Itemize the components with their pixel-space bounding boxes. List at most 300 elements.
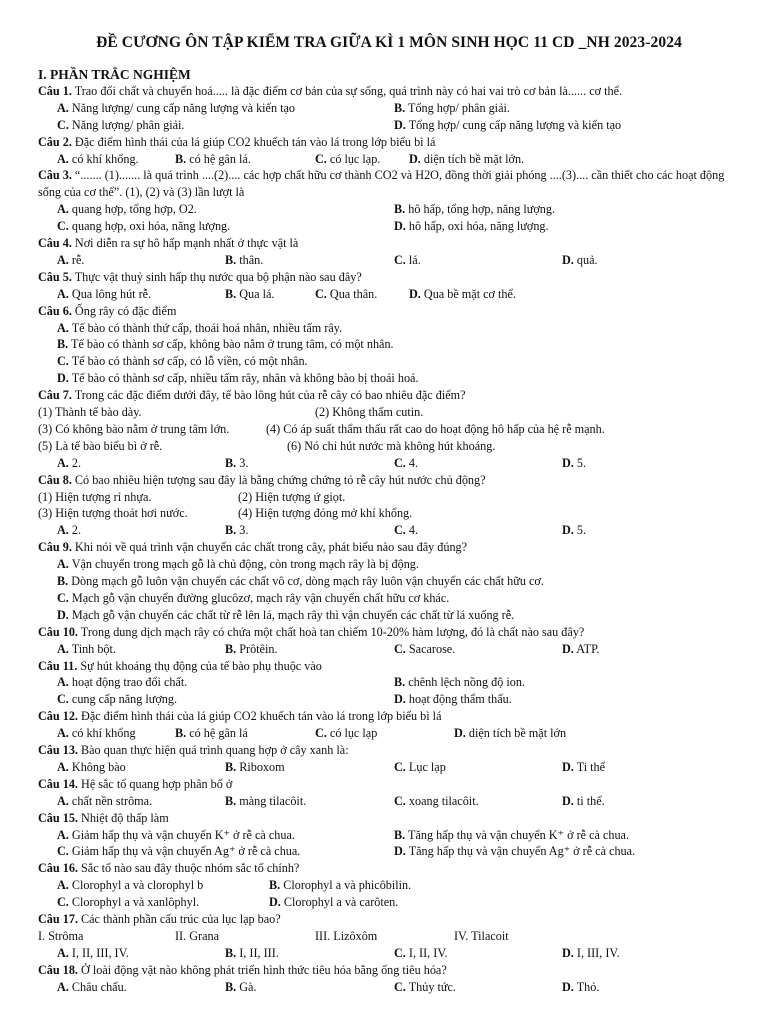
answer-option — [562, 522, 586, 539]
question-text: Thực vật thuỷ sinh hấp thụ nước qua bộ phận nào sau đây? — [74, 269, 362, 284]
option-label: D. — [562, 759, 574, 774]
answer-option — [394, 843, 635, 860]
document-page — [38, 32, 740, 996]
option-label: C. — [315, 151, 327, 166]
option-text: Mạch gỗ vận chuyển các chất từ rễ lên lá, mạch rây thì vận chuyển các chất từ lá xuống rễ. — [71, 607, 515, 622]
option-text: có khí khổng. — [71, 151, 139, 166]
option-text: diện tích bề mặt lớn. — [423, 151, 525, 166]
statement: (1) Hiện tượng rỉ nhựa. — [38, 489, 152, 504]
option-text: Dòng mạch gỗ luôn vận chuyển các chất vô cơ, dòng mạch rây luôn vận chuyển các chất hữu cơ. — [71, 574, 544, 589]
option-label: C. — [394, 252, 406, 267]
options-row — [38, 151, 740, 168]
question-stem — [38, 235, 740, 252]
question-3 — [38, 167, 740, 235]
option-label: A. — [57, 793, 69, 808]
answer-option — [225, 252, 263, 269]
option-label: C. — [394, 641, 406, 656]
answer-option — [454, 725, 566, 742]
answer-option — [57, 641, 116, 658]
option-label: B. — [175, 151, 187, 166]
option-text: màng tilacôit. — [239, 793, 307, 808]
statement: (3) Hiện tượng thoát hơi nước. — [38, 506, 188, 521]
statement: (2) Không thấm cutin. — [315, 405, 424, 420]
option-label: B. — [394, 202, 406, 217]
answer-option — [409, 151, 524, 168]
answer-option — [225, 945, 279, 962]
question-14 — [38, 776, 740, 810]
answer-option — [225, 286, 274, 303]
option-text: Clorophyl a và clorophyl b — [71, 878, 204, 893]
question-text: Bào quan thực hiện quá trình quang hợp ở cây xanh là: — [81, 743, 349, 758]
question-stem — [38, 387, 740, 404]
option-text: Tế bào có thành sơ cấp, không bào nằm ở trung tâm, có một nhân. — [71, 337, 394, 352]
question-8 — [38, 472, 740, 540]
answer-option — [225, 979, 257, 996]
option-label: C. — [57, 895, 69, 910]
option-label: C. — [394, 945, 406, 960]
question-text: Đặc điểm hình thái của lá giúp CO2 khuếch tán vào lá trong lớp biểu bì lá — [74, 134, 436, 149]
option-label: B. — [225, 455, 237, 470]
answer-option — [225, 641, 278, 658]
option-label: B. — [175, 726, 187, 741]
question-number: Câu 4. — [38, 236, 72, 251]
answer-option — [315, 151, 380, 168]
answer-option — [394, 641, 455, 658]
answer-option — [225, 793, 306, 810]
question-4 — [38, 235, 740, 269]
option-label: B. — [57, 574, 69, 589]
answer-option — [394, 979, 456, 996]
question-number: Câu 18. — [38, 962, 78, 977]
option-text: 4. — [408, 455, 419, 470]
question-text: Sắc tố nào sau đây thuộc nhóm sắc tố chính? — [81, 861, 300, 876]
option-label: C. — [315, 286, 327, 301]
question-stem — [38, 810, 740, 827]
option-label: B. — [269, 878, 281, 893]
option-text: diện tích bề mặt lớn — [468, 726, 567, 741]
question-text: Ống rây có đặc điểm — [74, 303, 177, 318]
option-text: 5. — [576, 523, 587, 538]
statement-row — [38, 421, 740, 438]
option-label: A. — [57, 320, 69, 335]
option-label: B. — [225, 252, 237, 267]
answer-option — [38, 320, 740, 337]
answer-option — [394, 793, 479, 810]
question-stem — [38, 167, 740, 201]
options-row — [38, 877, 740, 894]
option-label: C. — [394, 979, 406, 994]
answer-option — [57, 522, 81, 539]
question-text: Đặc điểm hình thái của lá giúp CO2 khuếch tán vào lá trong lớp biểu bì lá — [81, 709, 442, 724]
answer-option — [225, 455, 248, 472]
answer-option — [57, 286, 151, 303]
statement: (5) Là tế bào biểu bì ở rễ. — [38, 438, 163, 453]
answer-option — [394, 252, 421, 269]
question-number: Câu 9. — [38, 540, 72, 555]
option-text: Châu chấu. — [71, 979, 127, 994]
question-stem — [38, 658, 740, 675]
option-text: hô hấp, oxi hóa, năng lượng. — [408, 219, 549, 234]
option-text: Tế bào có thành sơ cấp, nhiều tấm rây, nhân và không bào bị thoái hoá. — [71, 371, 419, 386]
option-label: D. — [394, 844, 406, 859]
options-row — [38, 894, 740, 911]
question-stem — [38, 472, 740, 489]
option-text: Lục lạp — [408, 759, 446, 774]
question-2 — [38, 134, 740, 168]
options-row — [38, 641, 740, 658]
option-text: cung cấp năng lượng. — [71, 692, 178, 707]
answer-option — [269, 877, 411, 894]
option-label: B. — [394, 100, 406, 115]
options-row — [38, 252, 740, 269]
options-row — [38, 725, 740, 742]
question-text: Trao đổi chất và chuyển hoá..... là đặc điểm cơ bản của sự sống, quá trình này có hai vai trò cơ bản là...... cơ thể. — [74, 84, 623, 98]
statement: (4) Có áp suất thẩm thấu rất cao do hoạt động hô hấp của hệ rễ mạnh. — [266, 422, 605, 436]
answer-option — [315, 725, 377, 742]
option-label: C. — [57, 844, 69, 859]
option-text: chất nền strôma. — [71, 793, 153, 808]
option-label: B. — [225, 523, 237, 538]
question-7 — [38, 387, 740, 471]
option-text: Tổng hợp/ cung cấp năng lượng và kiến tạo — [408, 117, 622, 132]
option-label: C. — [394, 523, 406, 538]
option-text: I, II, III. — [239, 945, 279, 960]
option-text: Tinh bột. — [71, 641, 116, 656]
option-text: I, II, III, IV. — [71, 945, 129, 960]
option-text: Năng lượng/ cung cấp năng lượng và kiến tạo — [71, 100, 295, 115]
question-number: Câu 14. — [38, 776, 78, 791]
option-label: D. — [394, 692, 406, 707]
answer-option — [57, 455, 81, 472]
answer-option — [175, 725, 248, 742]
question-number: Câu 5. — [38, 269, 72, 284]
option-text: Tăng hấp thụ và vận chuyển K⁺ ở rễ cà chua. — [408, 827, 630, 842]
question-number: Câu 2. — [38, 134, 72, 149]
answer-option — [57, 674, 187, 691]
option-label: D. — [409, 151, 421, 166]
question-18 — [38, 962, 740, 996]
option-text: Tế bào có thành sơ cấp, có lỗ viền, có một nhân. — [71, 354, 308, 369]
question-text: Trong các đặc điểm dưới đây, tế bào lông hút của rễ cây có bao nhiêu đặc điểm? — [74, 388, 466, 403]
option-text: quang hợp, oxi hóa, năng lượng. — [71, 219, 231, 234]
question-number: Câu 11. — [38, 658, 78, 673]
option-label: D. — [562, 641, 574, 656]
question-number: Câu 3. — [38, 168, 72, 183]
option-text: lá. — [408, 252, 421, 267]
answer-option — [38, 573, 740, 590]
question-number: Câu 12. — [38, 709, 78, 724]
option-text: ATP. — [576, 641, 600, 656]
question-stem — [38, 539, 740, 556]
option-label: A. — [57, 151, 69, 166]
options-row — [38, 759, 740, 776]
question-stem — [38, 134, 740, 151]
statement-row — [38, 438, 740, 455]
option-label: A. — [57, 675, 69, 690]
statement: IV. Tilacoit — [454, 928, 509, 943]
answer-option — [38, 370, 740, 387]
option-text: chênh lệch nồng độ ion. — [408, 675, 526, 690]
option-text: có hệ gân lá — [189, 726, 248, 741]
option-label: B. — [394, 827, 406, 842]
option-text: 3. — [239, 523, 249, 538]
option-text: Clorophyl a và phicôbilin. — [283, 878, 412, 893]
option-label: A. — [57, 100, 69, 115]
answer-option — [394, 674, 525, 691]
question-number: Câu 13. — [38, 743, 78, 758]
option-label: D. — [57, 607, 69, 622]
options-row — [38, 117, 740, 134]
options-row — [38, 691, 740, 708]
option-label: B. — [225, 641, 237, 656]
option-text: I, II, IV. — [408, 945, 448, 960]
statement-row — [38, 928, 740, 945]
option-text: Thỏ. — [576, 979, 600, 994]
options-row — [38, 827, 740, 844]
answer-option — [562, 455, 586, 472]
option-text: Qua thân. — [329, 286, 378, 301]
question-16 — [38, 860, 740, 911]
question-12 — [38, 708, 740, 742]
section-heading: I. PHẦN TRẮC NGHIỆM — [38, 67, 191, 82]
option-text: Clorophyl a và xanlôphyl. — [71, 895, 200, 910]
question-stem — [38, 303, 740, 320]
question-stem — [38, 269, 740, 286]
option-label: A. — [57, 557, 69, 572]
answer-option — [38, 590, 740, 607]
question-5 — [38, 269, 740, 303]
option-text: quả. — [576, 252, 598, 267]
statement: (1) Thành tế bào dày. — [38, 405, 142, 420]
question-list — [38, 83, 740, 996]
answer-option — [225, 759, 285, 776]
option-label: C. — [57, 117, 69, 132]
options-row — [38, 945, 740, 962]
answer-option — [562, 759, 605, 776]
option-text: Tổng hợp/ phân giải. — [408, 100, 510, 115]
option-label: B. — [225, 793, 237, 808]
option-text: Riboxom — [239, 759, 285, 774]
question-text: Các thành phần cấu trúc của lục lạp bao? — [81, 912, 281, 927]
option-label: A. — [57, 878, 69, 893]
option-label: B. — [57, 337, 69, 352]
option-label: A. — [57, 979, 69, 994]
answer-option — [57, 201, 197, 218]
question-stem — [38, 708, 740, 725]
option-label: B. — [225, 979, 237, 994]
option-label: A. — [57, 759, 69, 774]
question-number: Câu 16. — [38, 861, 78, 876]
answer-option — [57, 218, 230, 235]
question-stem — [38, 776, 740, 793]
answer-option — [38, 336, 740, 353]
answer-option — [57, 827, 295, 844]
answer-option — [394, 218, 549, 235]
question-text: Nơi diễn ra sự hô hấp mạnh nhất ở thực vật là — [74, 236, 299, 251]
options-row — [38, 286, 740, 303]
options-row — [38, 201, 740, 218]
question-text: Có bao nhiêu hiện tượng sau đây là bằng chứng chứng tỏ rễ cây hút nước chủ động? — [74, 472, 486, 487]
answer-option — [57, 725, 136, 742]
option-text: Qua lông hút rễ. — [71, 286, 152, 301]
option-label: D. — [454, 726, 466, 741]
option-label: D. — [409, 286, 421, 301]
question-15 — [38, 810, 740, 861]
option-text: Năng lượng/ phân giải. — [71, 117, 185, 132]
answer-option — [57, 793, 152, 810]
answer-option — [225, 522, 248, 539]
question-text: Trong dung dịch mạch rây có chứa một chất hoà tan chiếm 10-20% hàm lượng, đó là chất nào sau đây? — [80, 624, 585, 639]
question-number: Câu 8. — [38, 472, 72, 487]
answer-option — [394, 455, 418, 472]
options-row — [38, 455, 740, 472]
option-label: A. — [57, 286, 69, 301]
answer-option — [394, 759, 446, 776]
option-label: D. — [562, 523, 574, 538]
answer-option — [38, 556, 740, 573]
option-text: Prôtêin. — [239, 641, 278, 656]
option-text: hô hấp, tổng hợp, năng lượng. — [408, 202, 556, 217]
question-1 — [38, 83, 740, 134]
option-text: 4. — [408, 523, 419, 538]
answer-option — [562, 945, 620, 962]
options-row — [38, 843, 740, 860]
option-text: có khí khổng — [71, 726, 136, 741]
options-row — [38, 674, 740, 691]
question-stem — [38, 962, 740, 979]
option-text: Clorophyl a và carôten. — [283, 895, 399, 910]
answer-option — [394, 522, 418, 539]
option-label: B. — [225, 286, 237, 301]
option-label: A. — [57, 827, 69, 842]
question-number: Câu 6. — [38, 303, 72, 318]
options-row — [38, 218, 740, 235]
statement: (3) Có không bào nằm ở trung tâm lớn. — [38, 422, 230, 436]
statement: (6) Nó chỉ hút nước mà không hút khoáng. — [287, 438, 496, 453]
answer-option — [38, 353, 740, 370]
question-text: Nhiệt độ thấp làm — [81, 810, 169, 825]
question-6 — [38, 303, 740, 388]
statement: III. Lizôxôm — [315, 928, 378, 943]
option-text: có lục lạp. — [329, 151, 381, 166]
option-label: C. — [57, 590, 69, 605]
question-number: Câu 15. — [38, 810, 78, 825]
question-11 — [38, 658, 740, 709]
option-label: B. — [394, 675, 406, 690]
option-text: có lục lạp — [329, 726, 378, 741]
question-number: Câu 17. — [38, 912, 78, 927]
option-text: Không bào — [71, 759, 126, 774]
question-stem — [38, 83, 740, 100]
answer-option — [57, 252, 84, 269]
statement-row — [38, 505, 740, 522]
option-label: B. — [225, 945, 237, 960]
statement: (2) Hiện tượng ứ giọt. — [238, 489, 346, 504]
answer-option — [57, 759, 126, 776]
question-stem — [38, 742, 740, 759]
option-label: C. — [394, 793, 406, 808]
option-label: C. — [57, 219, 69, 234]
answer-option — [315, 286, 377, 303]
option-label: A. — [57, 641, 69, 656]
option-text: Qua bề mặt cơ thể. — [423, 286, 516, 301]
option-text: Gà. — [239, 979, 257, 994]
option-label: A. — [57, 945, 69, 960]
answer-option — [57, 979, 127, 996]
answer-option — [409, 286, 516, 303]
option-label: C. — [57, 692, 69, 707]
question-stem — [38, 860, 740, 877]
option-label: D. — [269, 895, 281, 910]
statement: I. Strôma — [38, 928, 84, 943]
option-label: B. — [225, 759, 237, 774]
question-text: Sự hút khoáng thụ động của tế bào phụ thuộc vào — [80, 658, 322, 673]
options-row — [38, 522, 740, 539]
question-stem — [38, 624, 740, 641]
question-number: Câu 10. — [38, 624, 78, 639]
option-label: D. — [57, 371, 69, 386]
option-text: Qua lá. — [239, 286, 275, 301]
option-text: rễ. — [71, 252, 85, 267]
option-text: ti thể. — [576, 793, 605, 808]
question-number: Câu 1. — [38, 84, 72, 98]
option-text: 5. — [576, 455, 587, 470]
option-label: A. — [57, 455, 69, 470]
answer-option — [57, 877, 203, 894]
option-label: D. — [562, 252, 574, 267]
option-text: Sacarose. — [408, 641, 456, 656]
answer-option — [57, 151, 139, 168]
answer-option — [57, 843, 300, 860]
option-text: Giảm hấp thụ và vận chuyển K⁺ ở rễ cà chua. — [71, 827, 295, 842]
options-row — [38, 793, 740, 810]
option-label: A. — [57, 252, 69, 267]
option-label: D. — [562, 793, 574, 808]
question-text: Ở loài động vật nào không phát triển hình thức tiêu hóa bằng ống tiêu hóa? — [81, 962, 447, 977]
option-text: 2. — [71, 455, 82, 470]
answer-option — [562, 252, 598, 269]
answer-option — [175, 151, 251, 168]
question-17 — [38, 911, 740, 962]
question-stem — [38, 911, 740, 928]
answer-option — [562, 979, 599, 996]
option-text: Giảm hấp thụ và vận chuyển Ag⁺ ở rễ cà chua. — [71, 844, 301, 859]
option-label: D. — [562, 945, 574, 960]
answer-option — [269, 894, 398, 911]
answer-option — [57, 117, 184, 134]
question-10 — [38, 624, 740, 658]
answer-option — [562, 793, 605, 810]
answer-option — [394, 117, 621, 134]
option-text: Vận chuyển trong mạch gỗ là chủ động, còn trong mạch rây là bị động. — [71, 557, 419, 572]
option-text: Tế bào có thành thứ cấp, thoái hoá nhân, nhiều tấm rây. — [71, 320, 343, 335]
option-text: xoang tilacôit. — [408, 793, 479, 808]
option-label: A. — [57, 523, 69, 538]
options-row — [38, 979, 740, 996]
option-label: D. — [562, 455, 574, 470]
question-text: Hệ sắc tố quang hợp phân bố ở — [81, 776, 233, 791]
answer-option — [394, 201, 555, 218]
option-label: C. — [315, 726, 327, 741]
statement: II. Grana — [175, 928, 219, 943]
option-text: hoạt động trao đổi chất. — [71, 675, 188, 690]
question-text: “....... (1)....... là quá trình ....(2).... các hợp chất hữu cơ thành CO2 và H2O, đồng thời giải phóng ....(3).... cần thiết cho các hoạt động sống của cơ thể”. (1), (2) và (3) lần lượt là — [38, 168, 725, 200]
question-13 — [38, 742, 740, 776]
options-row — [38, 100, 740, 117]
answer-option — [57, 100, 295, 117]
option-label: D. — [562, 979, 574, 994]
question-9 — [38, 539, 740, 624]
